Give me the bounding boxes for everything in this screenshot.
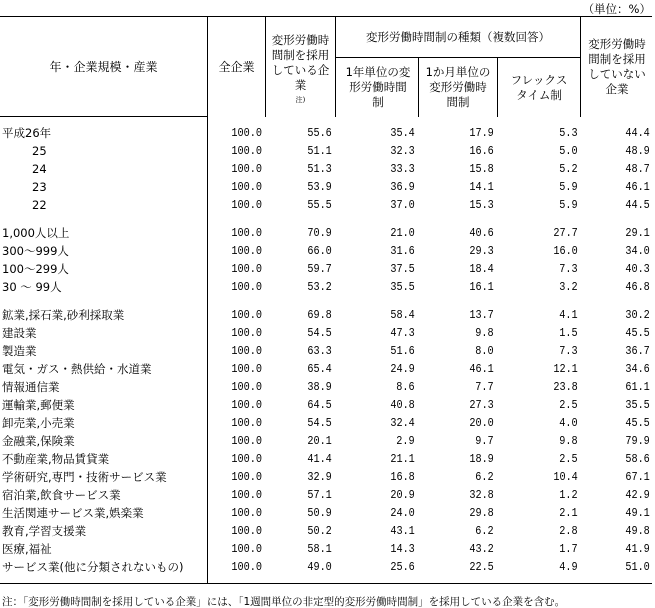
cell-value: 20.9 <box>390 488 415 502</box>
cell-value: 66.0 <box>307 244 332 258</box>
cell-value: 2.5 <box>559 398 578 412</box>
cell-value: 15.8 <box>469 162 494 176</box>
table-row <box>0 342 655 360</box>
cell-value: 100.0 <box>231 280 262 294</box>
cell-value: 6.2 <box>475 470 494 484</box>
table-row <box>0 160 655 178</box>
cell-value: 12.1 <box>553 362 578 376</box>
cell-value: 44.5 <box>625 198 650 212</box>
cell-value: 54.5 <box>307 326 332 340</box>
header-divider <box>418 57 419 117</box>
cell-value: 16.8 <box>390 470 415 484</box>
cell-value: 100.0 <box>231 344 262 358</box>
table-row <box>0 306 655 324</box>
row-label: 23 <box>32 180 47 194</box>
cell-value: 2.8 <box>559 524 578 538</box>
cell-value: 30.2 <box>625 308 650 322</box>
cell-value: 100.0 <box>231 308 262 322</box>
cell-value: 35.5 <box>625 398 650 412</box>
cell-value: 15.3 <box>469 198 494 212</box>
cell-value: 57.1 <box>307 488 332 502</box>
table-row <box>0 260 655 278</box>
row-label: サービス業(他に分類されないもの) <box>2 560 184 574</box>
cell-value: 14.1 <box>469 180 494 194</box>
cell-value: 18.4 <box>469 262 494 276</box>
unit-label: （単位：%） <box>582 2 651 16</box>
cell-value: 51.0 <box>625 560 650 574</box>
cell-value: 100.0 <box>231 198 262 212</box>
cell-value: 32.8 <box>469 488 494 502</box>
cell-value: 5.9 <box>559 198 578 212</box>
cell-value: 20.1 <box>307 434 332 448</box>
cell-value: 53.9 <box>307 180 332 194</box>
cell-value: 9.8 <box>475 326 494 340</box>
cell-value: 4.0 <box>559 416 578 430</box>
table-row <box>0 178 655 196</box>
cell-value: 100.0 <box>231 162 262 176</box>
cell-value: 25.6 <box>390 560 415 574</box>
cell-value: 35.4 <box>390 126 415 140</box>
cell-value: 100.0 <box>231 380 262 394</box>
cell-value: 38.9 <box>307 380 332 394</box>
cell-value: 46.1 <box>625 180 650 194</box>
header-adopting <box>266 30 335 110</box>
row-label: 22 <box>32 198 47 212</box>
cell-value: 37.0 <box>390 198 415 212</box>
cell-value: 53.2 <box>307 280 332 294</box>
cell-value: 40.8 <box>390 398 415 412</box>
cell-value: 54.5 <box>307 416 332 430</box>
row-label: 情報通信業 <box>2 380 60 394</box>
cell-value: 34.6 <box>625 362 650 376</box>
cell-value: 69.8 <box>307 308 332 322</box>
cell-value: 42.9 <box>625 488 650 502</box>
cell-value: 49.0 <box>307 560 332 574</box>
table-row <box>0 540 655 558</box>
footnote: 注：「変形労働時間制を採用している企業」には、「1週間単位の非定型的変形労働時間制」を採用している企業を含む。 <box>2 596 566 608</box>
table-row <box>0 124 655 142</box>
cell-value: 5.3 <box>559 126 578 140</box>
cell-value: 46.8 <box>625 280 650 294</box>
cell-value: 67.1 <box>625 470 650 484</box>
table-row <box>0 278 655 296</box>
row-label: 30 ～ 99人 <box>2 280 62 294</box>
cell-value: 100.0 <box>231 560 262 574</box>
cell-value: 23.8 <box>553 380 578 394</box>
table-row <box>0 522 655 540</box>
cell-value: 100.0 <box>231 126 262 140</box>
table-row <box>0 468 655 486</box>
cell-value: 7.7 <box>475 380 494 394</box>
cell-value: 29.1 <box>625 226 650 240</box>
cell-value: 55.6 <box>307 126 332 140</box>
cell-value: 40.3 <box>625 262 650 276</box>
header-flex: フレックスタイム制 <box>510 72 568 102</box>
cell-value: 50.9 <box>307 506 332 520</box>
cell-value: 36.7 <box>625 344 650 358</box>
cell-value: 21.1 <box>390 452 415 466</box>
table-row <box>0 432 655 450</box>
row-label: 教育,学習支援業 <box>2 524 87 538</box>
cell-value: 29.3 <box>469 244 494 258</box>
cell-value: 100.0 <box>231 434 262 448</box>
header-adopting-text: 変形労働時間制を採用している企業 <box>271 32 330 92</box>
cell-value: 100.0 <box>231 226 262 240</box>
cell-value: 9.8 <box>559 434 578 448</box>
cell-value: 2.1 <box>559 506 578 520</box>
row-label: 医療,福祉 <box>2 542 52 556</box>
row-label: 不動産業,物品賃貸業 <box>2 452 110 466</box>
cell-value: 16.6 <box>469 144 494 158</box>
row-label: 建設業 <box>2 326 37 340</box>
cell-value: 55.5 <box>307 198 332 212</box>
row-label: 電気・ガス・熱供給・水道業 <box>2 362 152 376</box>
cell-value: 59.7 <box>307 262 332 276</box>
table-row <box>0 142 655 160</box>
cell-value: 20.0 <box>469 416 494 430</box>
cell-value: 51.3 <box>307 162 332 176</box>
cell-value: 65.4 <box>307 362 332 376</box>
row-label: 宿泊業,飲食サービス業 <box>2 488 121 502</box>
header-divider <box>497 57 498 117</box>
row-label: 生活関連サービス業,娯楽業 <box>2 506 144 520</box>
cell-value: 51.6 <box>390 344 415 358</box>
table-row <box>0 558 655 576</box>
cell-value: 100.0 <box>231 506 262 520</box>
cell-value: 70.9 <box>307 226 332 240</box>
cell-value: 8.0 <box>475 344 494 358</box>
cell-value: 48.9 <box>625 144 650 158</box>
cell-value: 58.6 <box>625 452 650 466</box>
header-all-companies: 全企業 <box>218 59 255 74</box>
table-row <box>0 378 655 396</box>
table-row <box>0 414 655 432</box>
cell-value: 7.3 <box>559 344 578 358</box>
row-label: 25 <box>32 144 47 158</box>
cell-value: 3.2 <box>559 280 578 294</box>
row-label: 金融業,保険業 <box>2 434 75 448</box>
cell-value: 1.5 <box>559 326 578 340</box>
cell-value: 41.4 <box>307 452 332 466</box>
row-label: 製造業 <box>2 344 37 358</box>
cell-value: 46.1 <box>469 362 494 376</box>
cell-value: 7.3 <box>559 262 578 276</box>
table-row <box>0 396 655 414</box>
cell-value: 21.0 <box>390 226 415 240</box>
cell-value: 18.9 <box>469 452 494 466</box>
cell-value: 43.2 <box>469 542 494 556</box>
table-row <box>0 224 655 242</box>
row-label: 学術研究,専門・技術サービス業 <box>2 470 167 484</box>
cell-value: 100.0 <box>231 326 262 340</box>
cell-value: 10.4 <box>553 470 578 484</box>
cell-value: 47.3 <box>390 326 415 340</box>
table-row <box>0 242 655 260</box>
row-label: 運輸業,郵便業 <box>2 398 75 412</box>
cell-value: 34.0 <box>625 244 650 258</box>
cell-value: 1.7 <box>559 542 578 556</box>
cell-value: 24.0 <box>390 506 415 520</box>
row-label: 300～999人 <box>2 244 69 258</box>
header-yearly: 1年単位の変形労働時間制 <box>345 65 411 109</box>
header-not-adopting: 変形労働時間制を採用していない企業 <box>588 37 646 96</box>
cell-value: 5.9 <box>559 180 578 194</box>
table-row <box>0 504 655 522</box>
cell-value: 100.0 <box>231 524 262 538</box>
cell-value: 33.3 <box>390 162 415 176</box>
header-category: 年・企業規模・産業 <box>49 59 158 74</box>
cell-value: 4.1 <box>559 308 578 322</box>
cell-value: 17.9 <box>469 126 494 140</box>
cell-value: 13.7 <box>469 308 494 322</box>
cell-value: 100.0 <box>231 262 262 276</box>
row-label: 1,000人以上 <box>2 226 70 240</box>
cell-value: 22.5 <box>469 560 494 574</box>
cell-value: 58.1 <box>307 542 332 556</box>
cell-value: 32.4 <box>390 416 415 430</box>
cell-value: 2.9 <box>396 434 415 448</box>
cell-value: 31.6 <box>390 244 415 258</box>
cell-value: 5.0 <box>559 144 578 158</box>
cell-value: 41.9 <box>625 542 650 556</box>
cell-value: 32.3 <box>390 144 415 158</box>
row-label: 卸売業,小売業 <box>2 416 75 430</box>
cell-value: 32.9 <box>307 470 332 484</box>
cell-value: 27.7 <box>553 226 578 240</box>
cell-value: 27.3 <box>469 398 494 412</box>
cell-value: 44.4 <box>625 126 650 140</box>
table-row <box>0 360 655 378</box>
cell-value: 63.3 <box>307 344 332 358</box>
cell-value: 61.1 <box>625 380 650 394</box>
row-label: 24 <box>32 162 47 176</box>
cell-value: 100.0 <box>231 452 262 466</box>
cell-value: 100.0 <box>231 180 262 194</box>
row-label: 平成26年 <box>2 126 52 140</box>
table-row <box>0 196 655 214</box>
cell-value: 100.0 <box>231 398 262 412</box>
cell-value: 100.0 <box>231 244 262 258</box>
table-row <box>0 324 655 342</box>
cell-value: 8.6 <box>396 380 415 394</box>
cell-value: 43.1 <box>390 524 415 538</box>
cell-value: 24.9 <box>390 362 415 376</box>
cell-value: 37.5 <box>390 262 415 276</box>
cell-value: 40.6 <box>469 226 494 240</box>
table-row <box>0 450 655 468</box>
cell-value: 49.8 <box>625 524 650 538</box>
cell-value: 45.5 <box>625 326 650 340</box>
cell-value: 51.1 <box>307 144 332 158</box>
header-adopting-note: 注) <box>295 95 306 104</box>
cell-value: 79.9 <box>625 434 650 448</box>
cell-value: 48.7 <box>625 162 650 176</box>
cell-value: 49.1 <box>625 506 650 520</box>
row-label: 100～299人 <box>2 262 69 276</box>
cell-value: 1.2 <box>559 488 578 502</box>
cell-value: 36.9 <box>390 180 415 194</box>
cell-value: 6.2 <box>475 524 494 538</box>
cell-value: 100.0 <box>231 416 262 430</box>
cell-value: 5.2 <box>559 162 578 176</box>
cell-value: 64.5 <box>307 398 332 412</box>
cell-value: 100.0 <box>231 470 262 484</box>
cell-value: 16.0 <box>553 244 578 258</box>
cell-value: 35.5 <box>390 280 415 294</box>
cell-value: 9.7 <box>475 434 494 448</box>
cell-value: 50.2 <box>307 524 332 538</box>
header-divider <box>580 16 581 117</box>
cell-value: 14.3 <box>390 542 415 556</box>
cell-value: 58.4 <box>390 308 415 322</box>
cell-value: 2.5 <box>559 452 578 466</box>
cell-value: 45.5 <box>625 416 650 430</box>
cell-value: 100.0 <box>231 362 262 376</box>
cell-value: 4.9 <box>559 560 578 574</box>
header-types-group: 変形労働時間制の種類（複数回答） <box>366 29 550 44</box>
cell-value: 29.8 <box>469 506 494 520</box>
row-label: 鉱業,採石業,砂利採取業 <box>2 308 125 322</box>
header-monthly: 1か月単位の変形労働時間制 <box>425 65 491 109</box>
cell-value: 100.0 <box>231 542 262 556</box>
table-row <box>0 486 655 504</box>
cell-value: 100.0 <box>231 144 262 158</box>
table-bottom-border <box>0 583 652 584</box>
cell-value: 100.0 <box>231 488 262 502</box>
cell-value: 16.1 <box>469 280 494 294</box>
